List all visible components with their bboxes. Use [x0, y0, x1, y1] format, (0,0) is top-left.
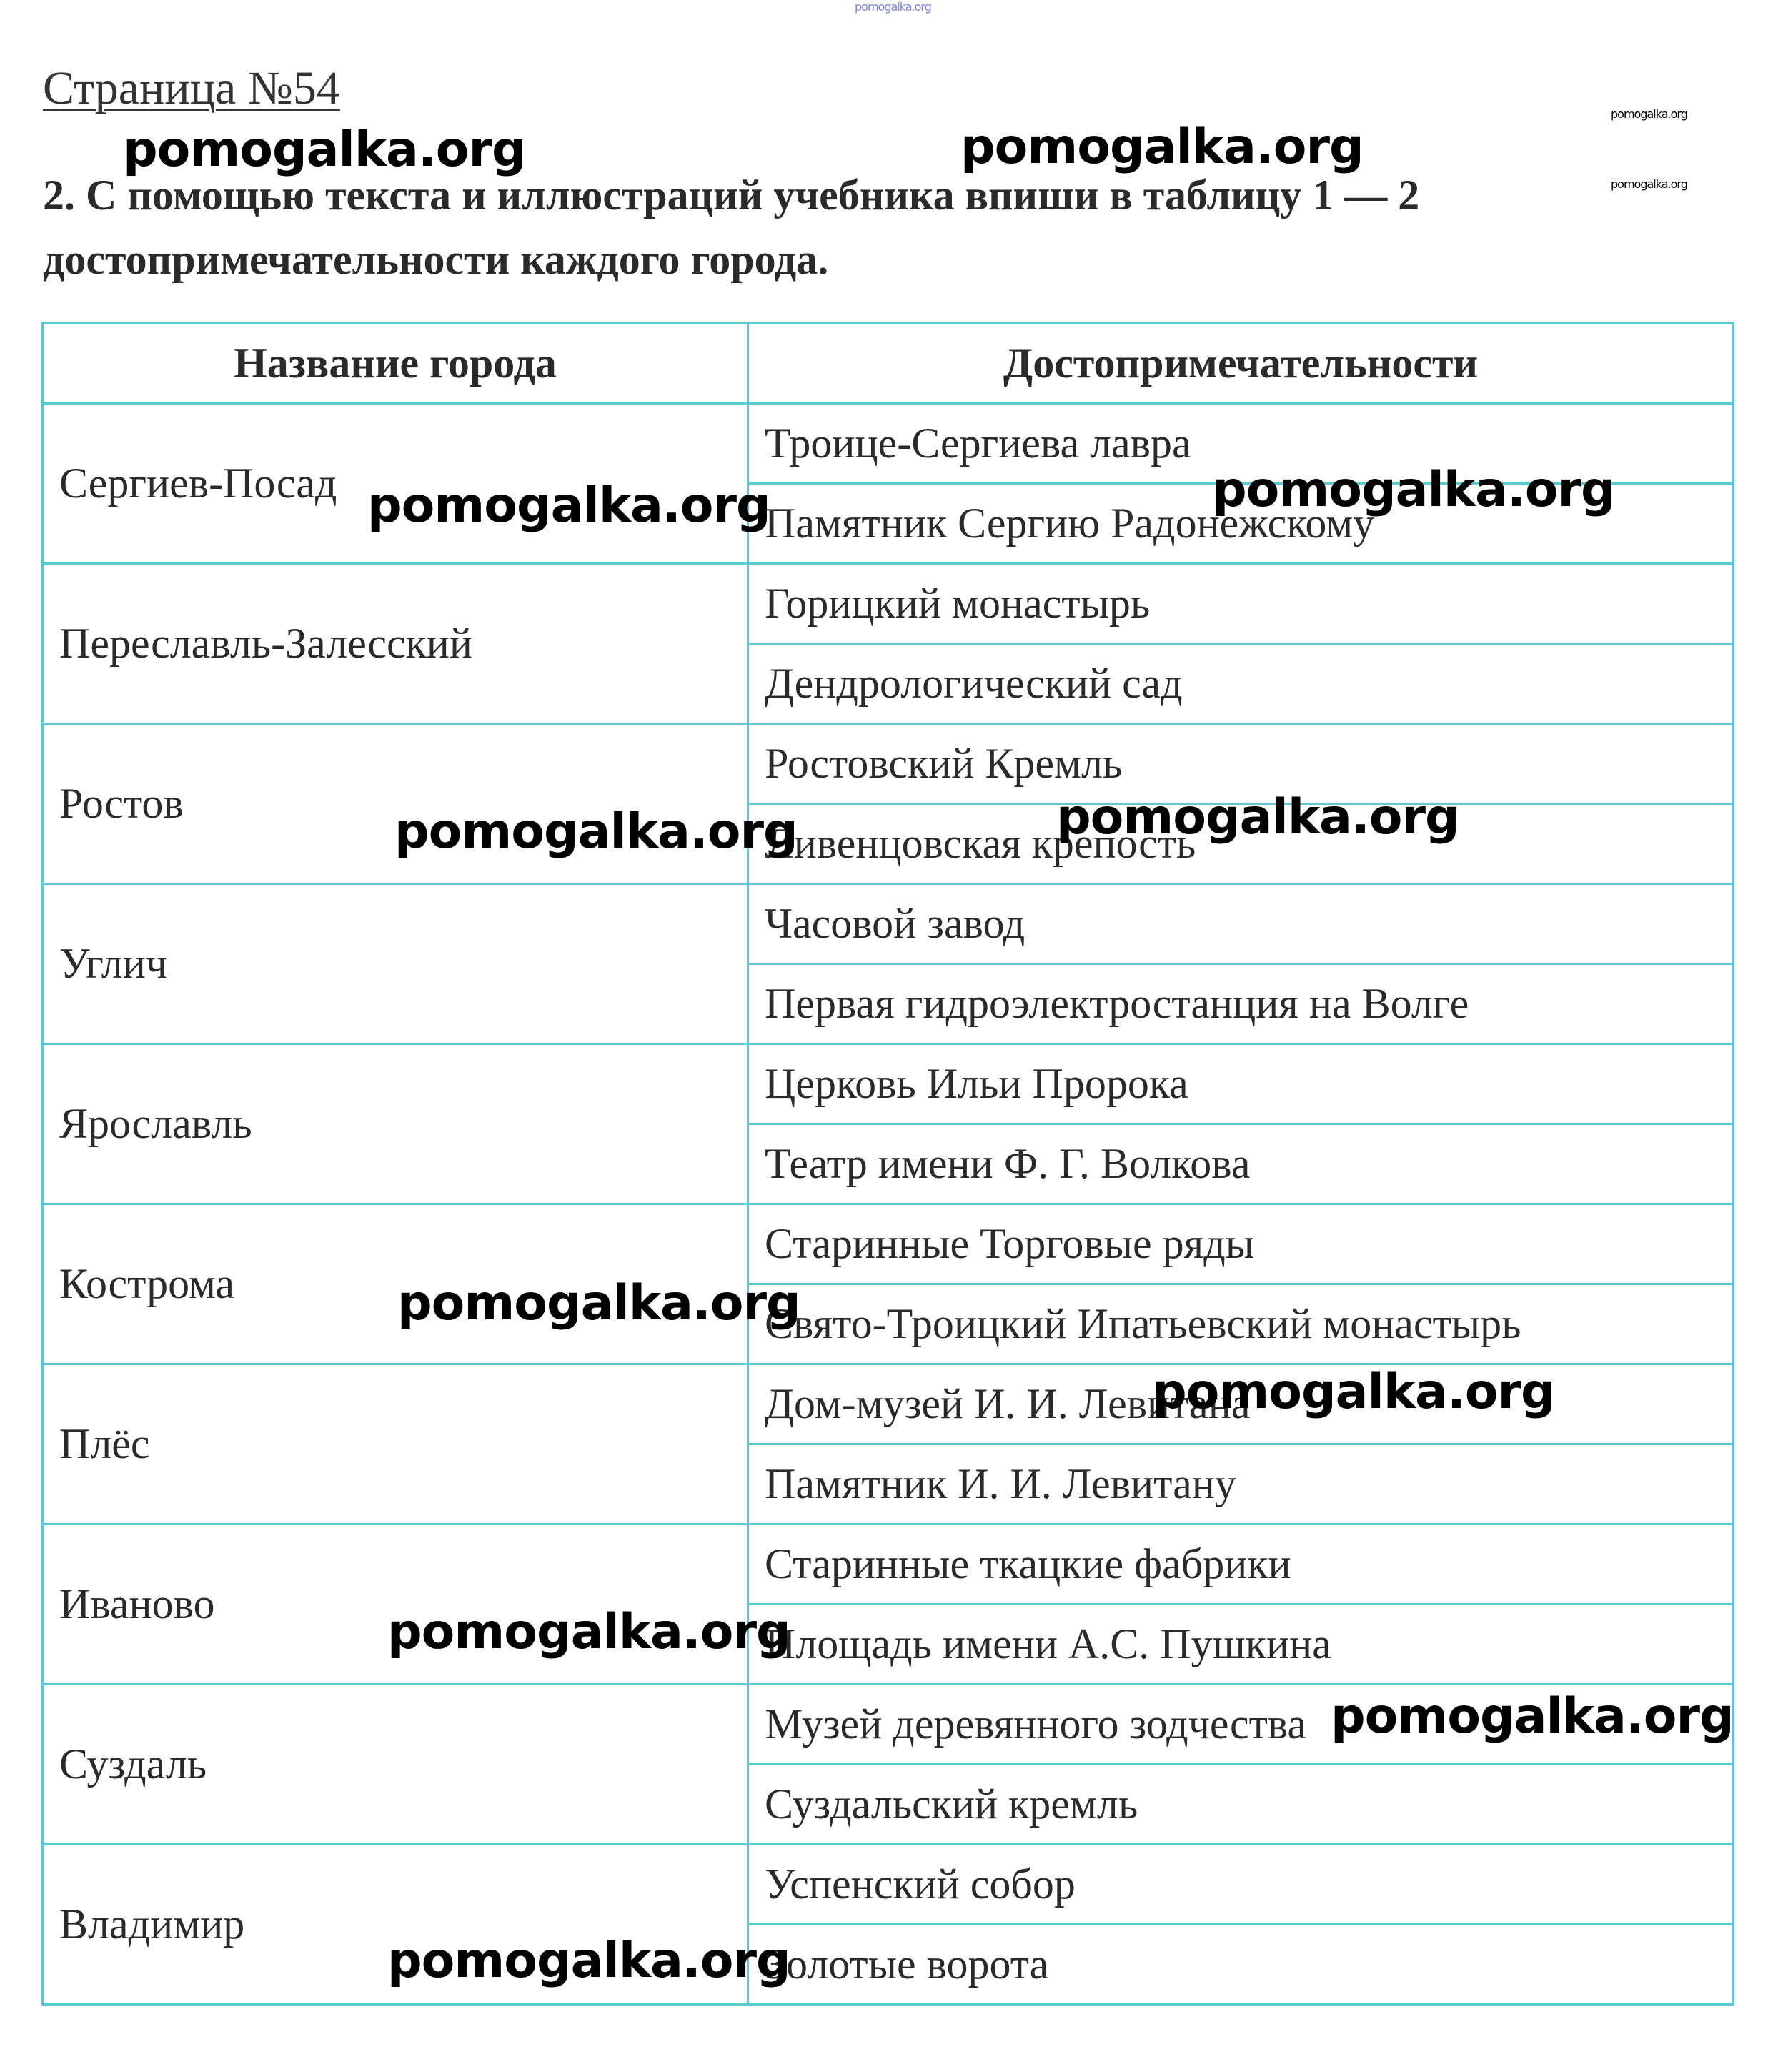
- sight-cell: Музей деревянного зодчества: [748, 1685, 1734, 1765]
- sight-cell: Троице-Сергиева лавра: [748, 404, 1734, 484]
- sights-table: [41, 322, 1734, 2006]
- city-cell: Углич: [43, 884, 748, 1044]
- table-row: [43, 1525, 1734, 1605]
- watermark: pomogalka.org: [1152, 1364, 1555, 1420]
- sight-cell: Часовой завод: [748, 884, 1734, 964]
- table-header-row: [43, 323, 1734, 404]
- watermark-top: pomogalka.org: [855, 0, 931, 14]
- page-title: Страница №54: [43, 62, 340, 114]
- watermark: pomogalka.org: [960, 119, 1364, 175]
- table-row: [43, 724, 1734, 804]
- sight-cell: Старинные ткацкие фабрики: [748, 1525, 1734, 1605]
- sight-cell: Дом-музей И. И. Левитана: [748, 1364, 1734, 1444]
- sight-cell: Дендрологический сад: [748, 644, 1734, 724]
- header-city: Название города: [43, 323, 748, 404]
- sight-cell: Площадь имени А.С. Пушкина: [748, 1605, 1734, 1685]
- city-cell: Суздаль: [43, 1685, 748, 1845]
- sight-cell: Успенский собор: [748, 1845, 1734, 1925]
- watermark: pomogalka.org: [397, 1275, 800, 1332]
- watermark: pomogalka.org: [123, 122, 526, 178]
- sight-cell: Памятник И. И. Левитану: [748, 1444, 1734, 1525]
- city-cell: Владимир: [43, 1845, 748, 2005]
- watermark: pomogalka.org: [394, 803, 798, 860]
- city-cell: Ростов: [43, 724, 748, 884]
- sight-cell: Свято-Троицкий Ипатьевский монастырь: [748, 1284, 1734, 1364]
- city-cell: Кострома: [43, 1204, 748, 1364]
- watermark: pomogalka.org: [1331, 1688, 1734, 1745]
- sight-cell: Горицкий монастырь: [748, 564, 1734, 644]
- sight-cell: Суздальский кремль: [748, 1765, 1734, 1845]
- table-row: [43, 1204, 1734, 1284]
- city-cell: Плёс: [43, 1364, 748, 1525]
- city-cell: Иваново: [43, 1525, 748, 1685]
- watermark: pomogalka.org: [387, 1604, 790, 1660]
- sight-cell: Старинные Торговые ряды: [748, 1204, 1734, 1284]
- watermark-small: pomogalka.org: [1611, 177, 1687, 191]
- header-sights: Достопримечательности: [748, 323, 1734, 404]
- table-row: [43, 884, 1734, 964]
- sight-cell: Театр имени Ф. Г. Волкова: [748, 1124, 1734, 1204]
- watermark: pomogalka.org: [1056, 789, 1459, 846]
- task-text: 2. С помощью текста и иллюстраций учебника впиши в таблицу 1 — 2 достопримечательности каждого города.: [43, 172, 1420, 283]
- sight-cell: Ростовский Кремль: [748, 724, 1734, 804]
- city-cell: Сергиев-Посад: [43, 404, 748, 564]
- sight-cell: Памятник Сергию Радонежскому: [748, 484, 1734, 564]
- watermark: pomogalka.org: [387, 1933, 790, 1989]
- sight-cell: Золотые ворота: [748, 1925, 1734, 2005]
- table-row: [43, 1044, 1734, 1124]
- watermark: pomogalka.org: [367, 477, 770, 534]
- table-row: [43, 1845, 1734, 1925]
- sight-cell: Ливенцовская крепость: [748, 804, 1734, 884]
- watermark: pomogalka.org: [1212, 462, 1615, 518]
- table-row: [43, 564, 1734, 644]
- sight-cell: Первая гидроэлектростанция на Волге: [748, 964, 1734, 1044]
- city-cell: Переславль-Залесский: [43, 564, 748, 724]
- watermark-small: pomogalka.org: [1611, 107, 1687, 121]
- city-cell: Ярославль: [43, 1044, 748, 1204]
- sight-cell: Церковь Ильи Пророка: [748, 1044, 1734, 1124]
